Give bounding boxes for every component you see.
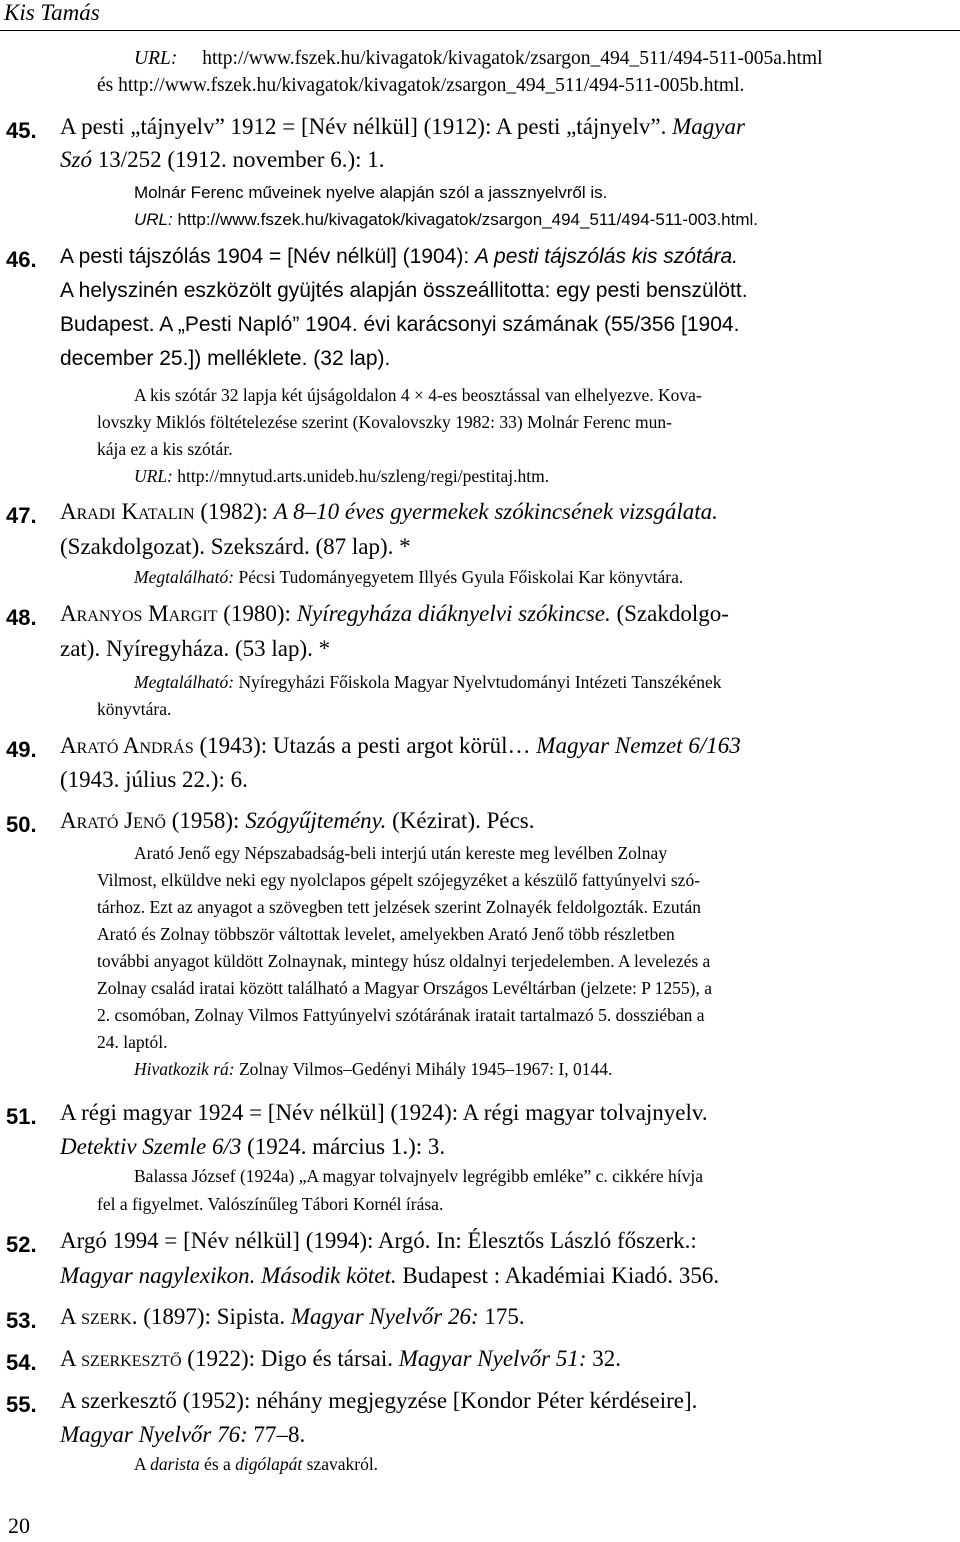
- entry-48-note: [134, 672, 721, 693]
- journal-title: Detektiv Szemle 6/3: [60, 1134, 242, 1159]
- entry-text: A: [60, 1346, 82, 1371]
- page-number: 20: [8, 1513, 30, 1538]
- entry-number: 51.: [6, 1104, 37, 1129]
- entry-50-note2: Vilmost, elküldve neki egy nyolclapos gépelt szójegyzéket a készülő fattyúnyelvi szó-: [97, 870, 701, 890]
- entry-text: 13/252 (1912. november 6.): 1.: [91, 147, 385, 172]
- entry-51-line1: A régi magyar 1924 = [Név nélkül] (1924): A régi magyar tolvajnyelv.: [60, 1100, 708, 1125]
- entry-50-line1: [60, 808, 535, 834]
- entry-50-note6: Zolnay család iratai között található a Magyar Országos Levéltárban (jelzete: P 1255), a: [97, 978, 713, 998]
- entry-49-line2: (1943. július 22.): 6.: [60, 767, 248, 792]
- page-header: [0, 0, 960, 40]
- note-term: darista: [150, 1454, 200, 1474]
- entry-48-line1: [60, 601, 729, 627]
- entry-55-note: [134, 1454, 378, 1475]
- entry-text: 77–8.: [247, 1422, 306, 1447]
- url-link[interactable]: http://www.fszek.hu/kivagatok/kivagatok/zsargon_494_511/494-511-003.html.: [172, 210, 759, 229]
- entry-text: (1943): Utazás a pesti argot körül…: [193, 733, 537, 758]
- entry-55-line2: [60, 1422, 305, 1448]
- url-label: URL:: [134, 210, 173, 229]
- url-label: URL:: [134, 466, 173, 486]
- entry-46-url: [134, 466, 549, 487]
- entry-46-line2: A helyszinén eszközölt gyüjtés alapján összeállitotta: egy pesti benszülött.: [60, 279, 748, 302]
- author-name: Aradi Katalin: [60, 499, 195, 524]
- entry-45-note: Molnár Ferenc műveinek nyelve alapján szól a jassznyelvről is.: [134, 183, 608, 202]
- work-title: A 8–10 éves gyermekek szókincsének vizsgálata.: [273, 499, 718, 524]
- entry-46-line3: Budapest. A „Pesti Napló” 1904. évi karácsonyi számának (55/356 [1904.: [60, 313, 740, 336]
- entry-46-note1: A kis szótár 32 lapja két újságoldalon 4 × 4-es beosztással van elhelyezve. Kova-: [134, 385, 702, 405]
- journal-title: Magyar Nemzet 6/163: [536, 733, 741, 758]
- entry-text: (1897): Sipista.: [137, 1304, 291, 1329]
- entry-51-note1: Balassa József (1924a) „A magyar tolvajnyelv legrégibb emléke” c. cikkére hívja: [134, 1166, 704, 1186]
- url-link[interactable]: http://mnytud.arts.unideb.hu/szleng/regi/pestitaj.htm.: [172, 466, 550, 486]
- entry-53-line1: [60, 1304, 525, 1330]
- entry-46-line1: [60, 245, 738, 269]
- entry-number: 49.: [6, 737, 37, 762]
- entry-text: A pesti tájszólás 1904 = [Név nélkül] (1904):: [60, 245, 475, 268]
- journal-title: Magyar Nyelvőr 51:: [398, 1346, 587, 1371]
- journal-title: Magyar: [672, 114, 745, 139]
- entry-54-line1: [60, 1346, 621, 1372]
- entry-50-note7: 2. csomóban, Zolnay Vilmos Fattyúnyelvi szótárának iratait tartalmazó 5. dossziéban a: [97, 1005, 705, 1025]
- entry-47-line2: (Szakdolgozat). Szekszárd. (87 lap). *: [60, 534, 411, 559]
- entry-text: (1982):: [194, 499, 274, 524]
- entry-55-line1: A szerkesztő (1952): néhány megjegyzése [Kondor Péter kérdéseire].: [60, 1388, 698, 1413]
- entry-46-note2: lovszky Miklós föltételezése szerint (Kovalovszky 1982: 33) Molnár Ferenc mun-: [97, 412, 672, 432]
- entry-text: (1958):: [165, 808, 246, 833]
- top-url-line2[interactable]: és http://www.fszek.hu/kivagatok/kivagatok/zsargon_494_511/494-511-005b.html.: [97, 75, 745, 96]
- entry-45-url: [134, 210, 758, 230]
- entry-number: 50.: [6, 812, 37, 837]
- entry-45-line2: [60, 147, 385, 173]
- work-title: Nyíregyháza diáknyelvi szókincse.: [296, 601, 611, 626]
- entry-text: (Szakdolgo-: [610, 601, 729, 626]
- entry-number: 52.: [6, 1232, 37, 1257]
- url-label: URL:: [134, 48, 178, 69]
- entry-text: 175.: [478, 1304, 525, 1329]
- entry-52-line2: [60, 1263, 719, 1289]
- author-name: szerk.: [81, 1304, 138, 1329]
- work-title: Szógyűjtemény.: [245, 808, 387, 833]
- entry-number: 53.: [6, 1308, 37, 1333]
- entry-50-reference: [134, 1059, 612, 1080]
- entry-52-line1: Argó 1994 = [Név nélkül] (1994): Argó. In: Élesztős László főszerk.:: [60, 1228, 697, 1253]
- entry-48-line2: zat). Nyíregyháza. (53 lap). *: [60, 636, 331, 661]
- note-label: Hivatkozik rá:: [134, 1059, 235, 1079]
- entry-46-note3: kája ez a kis szótár.: [97, 439, 233, 459]
- entry-number: 47.: [6, 503, 37, 528]
- entry-text: (Kézirat). Pécs.: [386, 808, 535, 833]
- note-term: digólapát: [235, 1454, 303, 1474]
- note-text: Zolnay Vilmos–Gedényi Mihály 1945–1967: I, 0144.: [234, 1059, 613, 1079]
- entry-number: 48.: [6, 605, 37, 630]
- entry-47-line1: [60, 499, 718, 525]
- top-url-line1: [134, 48, 823, 70]
- entry-text: A: [60, 1304, 82, 1329]
- entry-46-line4: december 25.]) melléklete. (32 lap).: [60, 347, 391, 370]
- entry-text: (1922): Digo és társai.: [181, 1346, 399, 1371]
- note-text: Pécsi Tudományegyetem Illyés Gyula Főiskolai Kar könyvtára.: [234, 567, 684, 587]
- author-name: Aranyos Margit: [60, 601, 218, 626]
- entry-50-note1: Arató Jenő egy Népszabadság-beli interjú után kereste meg levélben Zolnay: [134, 843, 668, 863]
- work-title: Magyar nagylexikon. Második kötet.: [60, 1263, 397, 1288]
- entry-47-note: [134, 567, 683, 588]
- header-rule: [0, 30, 960, 31]
- entry-text: Budapest : Akadémiai Kiadó. 356.: [396, 1263, 720, 1288]
- entry-number: 46.: [6, 247, 37, 272]
- entry-45-line1: [60, 114, 745, 140]
- entry-49-line1: [60, 733, 741, 759]
- journal-title: Magyar Nyelvőr 76:: [60, 1422, 248, 1447]
- author-name: szerkesztő: [81, 1346, 182, 1371]
- entry-51-line2: [60, 1134, 445, 1160]
- note-label: Megtalálható:: [134, 672, 235, 692]
- entry-number: 45.: [6, 118, 37, 143]
- entry-text: (1980):: [217, 601, 297, 626]
- author-name: Arató Jenő: [60, 808, 166, 833]
- entry-number: 54.: [6, 1350, 37, 1375]
- entry-50-note8: 24. laptól.: [97, 1032, 168, 1052]
- entry-50-note4: Arató és Zolnay többször váltottak levelet, amelyekben Arató Jenő több részletben: [97, 924, 675, 944]
- entry-text: A pesti „tájnyelv” 1912 = [Név nélkül] (1912): A pesti „tájnyelv”.: [60, 114, 673, 139]
- entry-50-note3: tárhoz. Ezt az anyagot a szövegben tett jelzések szerint Zolnayék feldolgozták. Ezután: [97, 897, 701, 917]
- entry-number: 55.: [6, 1392, 37, 1417]
- running-header-author: Kis Tamás: [4, 0, 100, 25]
- note-text: szavakról.: [302, 1454, 379, 1474]
- journal-title: Szó: [60, 147, 92, 172]
- entry-text: (1924. március 1.): 3.: [241, 1134, 446, 1159]
- note-text: A: [134, 1454, 151, 1474]
- url-link[interactable]: http://www.fszek.hu/kivagatok/kivagatok/zsargon_494_511/494-511-005a.html: [202, 48, 823, 69]
- entry-50-note5: további anyagot küldött Zolnaynak, mintegy húsz oldalnyi terjedelemben. A levelezés a: [97, 951, 711, 971]
- note-label: Megtalálható:: [134, 567, 235, 587]
- note-text: Nyíregyházi Főiskola Magyar Nyelvtudományi Intézeti Tanszékének: [234, 672, 722, 692]
- note-text: és a: [199, 1454, 236, 1474]
- journal-title: Magyar Nyelvőr 26:: [290, 1304, 479, 1329]
- entry-51-note2: fel a figyelmet. Valószínűleg Tábori Kornél írása.: [97, 1194, 444, 1214]
- entry-text: 32.: [586, 1346, 622, 1371]
- entry-48-note2: könyvtára.: [97, 699, 172, 719]
- work-title: A pesti tájszólás kis szótára.: [475, 245, 738, 268]
- author-name: Arató András: [60, 733, 194, 758]
